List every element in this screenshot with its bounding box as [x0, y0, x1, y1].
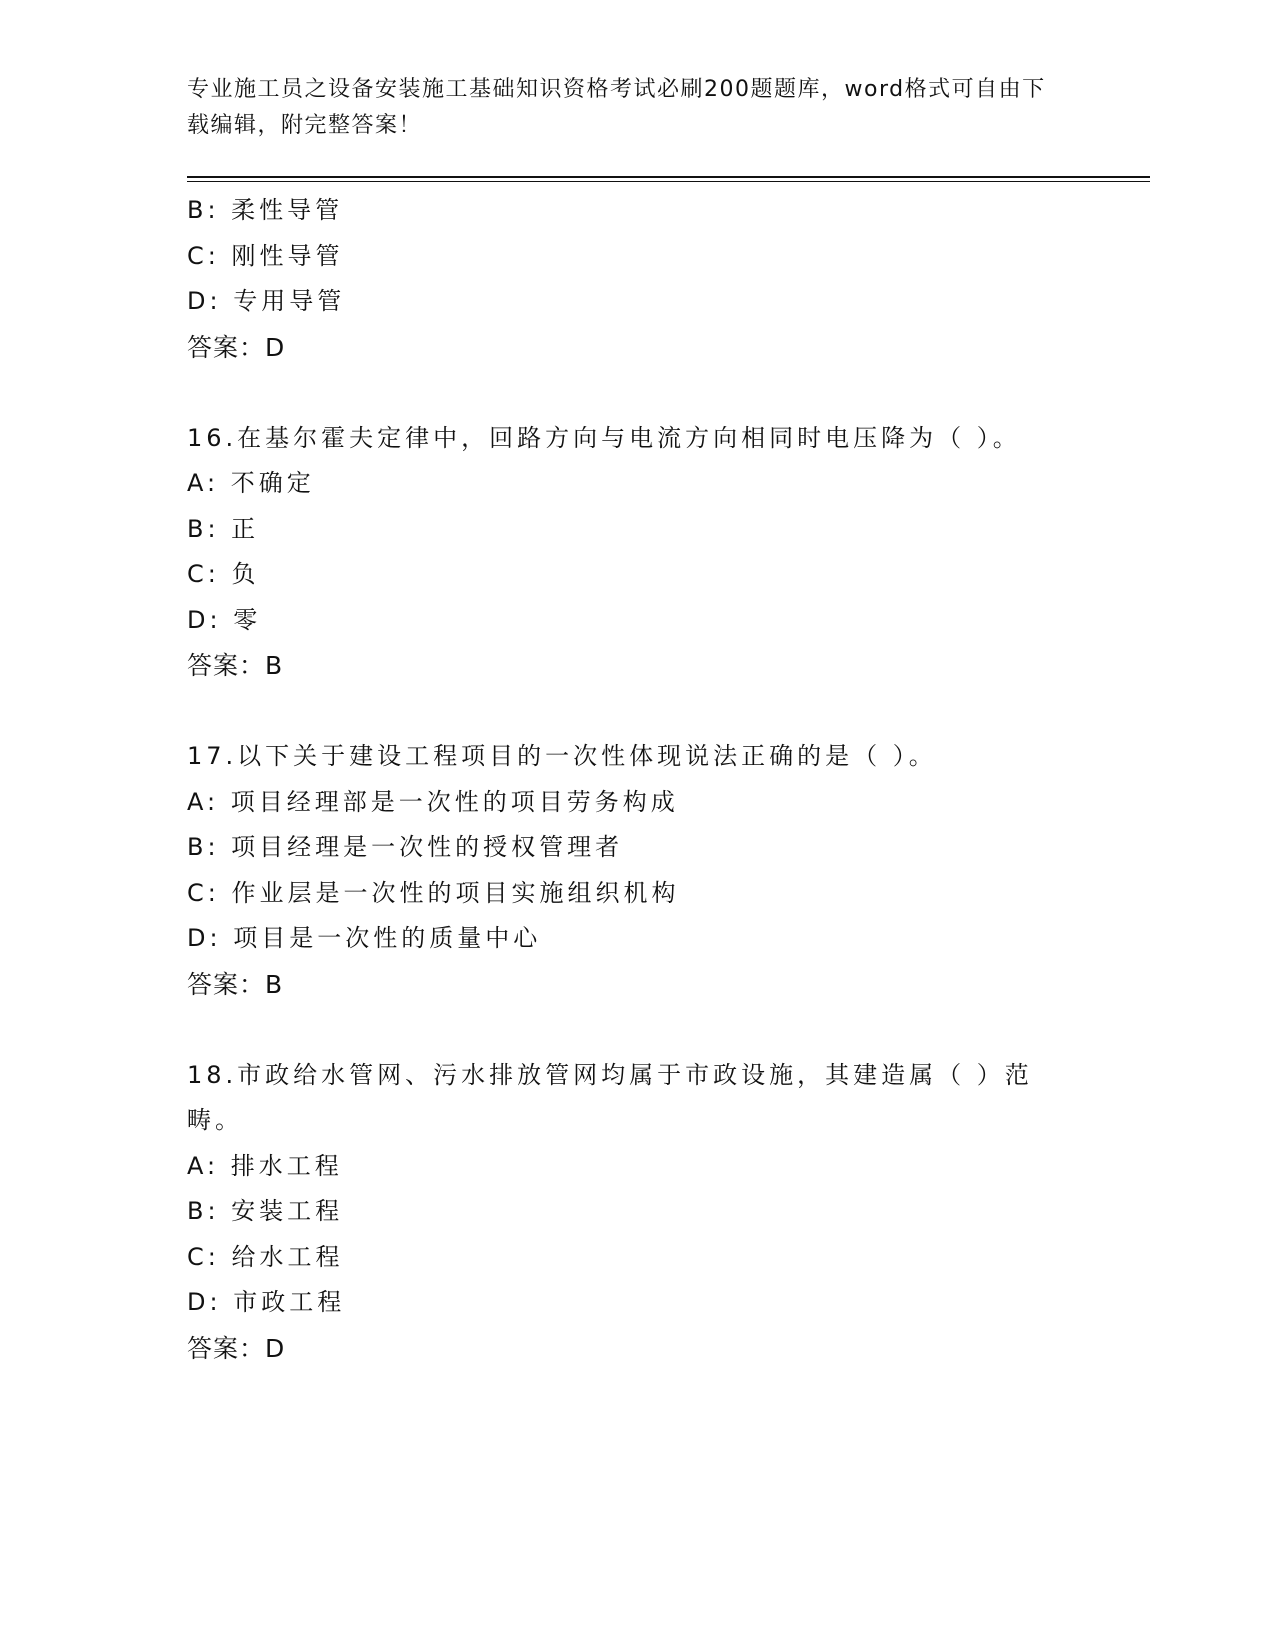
option-c: C: 作业层是一次性的项目实施组织机构	[187, 878, 680, 907]
option-a: A: 项目经理部是一次性的项目劳务构成	[187, 787, 679, 816]
option-c: C: 负	[187, 560, 260, 588]
option-a: A: 不确定	[187, 469, 315, 497]
answer-line: 答案：B	[187, 969, 284, 999]
spacer	[187, 689, 1087, 735]
option-b: B: 项目经理是一次性的授权管理者	[187, 833, 624, 861]
question-block-17	[187, 734, 1087, 1007]
option-a: A: 排水工程	[187, 1151, 343, 1180]
question-stem: 16.在基尔霍夫定律中，回路方向与电流方向相同时电压降为（ ）。	[187, 423, 1021, 452]
question-stem: 18.市政给水管网、污水排放管网均属于市政设施，其建造属（ ）范畴。	[187, 1060, 1033, 1134]
option-d: D: 零	[187, 605, 262, 634]
option-c: C: 给水工程	[187, 1242, 344, 1271]
answer-line: 答案：D	[187, 1333, 286, 1363]
question-list	[187, 188, 1087, 1371]
question-block-18	[187, 1053, 1087, 1372]
option-c: C: 刚性导管	[187, 241, 344, 270]
question-stem: 17.以下关于建设工程项目的一次性体现说法正确的是（ ）。	[187, 742, 937, 770]
option-b: B: 安装工程	[187, 1197, 344, 1225]
question-block-prev	[187, 188, 1087, 370]
option-b: B: 正	[187, 514, 260, 543]
option-d: D: 专用导管	[187, 287, 346, 315]
document-header: 专业施工员之设备安装施工基础知识资格考试必刷200题题库，word格式可自由下载编辑，附完整答案！	[187, 77, 1046, 138]
header-rule-thin	[187, 181, 1150, 182]
option-b: B: 柔性导管	[187, 196, 344, 224]
header-rule-thick	[187, 176, 1150, 178]
option-d: D: 市政工程	[187, 1288, 346, 1316]
spacer	[187, 1007, 1087, 1053]
option-d: D: 项目是一次性的质量中心	[187, 924, 542, 952]
question-block-16	[187, 416, 1087, 689]
answer-line: 答案：B	[187, 651, 284, 680]
spacer	[187, 370, 1087, 416]
answer-line: 答案：D	[187, 332, 286, 362]
